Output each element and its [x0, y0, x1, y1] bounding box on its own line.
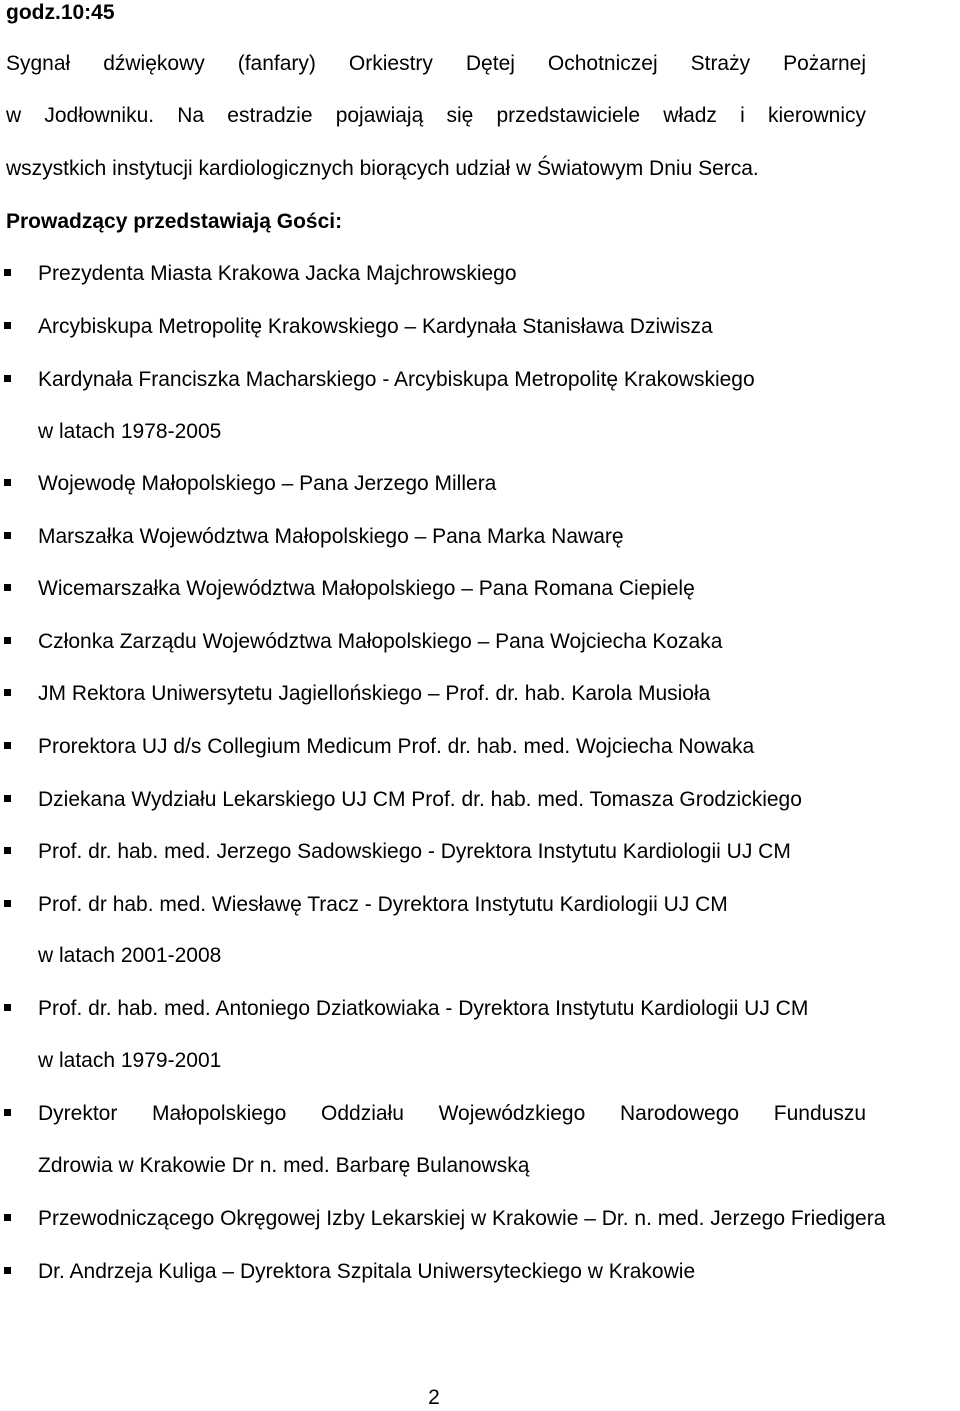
- bullet-icon: [4, 1267, 11, 1274]
- bullet-icon: [4, 322, 11, 329]
- bullet-icon: [4, 479, 11, 486]
- bullet-icon: [4, 637, 11, 644]
- bullet-icon: [4, 1004, 11, 1011]
- time-heading: godz.10:45: [6, 1, 115, 24]
- guest-item: Prof. dr. hab. med. Jerzego Sadowskiego - Dyrektora Instytutu Kardiologii UJ CM: [38, 840, 791, 863]
- guest-item: Marszałka Województwa Małopolskiego – Pana Marka Nawarę: [38, 525, 624, 548]
- bullet-icon: [4, 847, 11, 854]
- bullet-icon: [4, 532, 11, 539]
- bullet-icon: [4, 742, 11, 749]
- guest-item: Kardynała Franciszka Macharskiego - Arcybiskupa Metropolitę Krakowskiego: [38, 368, 755, 391]
- guest-item: JM Rektora Uniwersytetu Jagiellońskiego – Prof. dr. hab. Karola Musioła: [38, 682, 711, 705]
- guest-item-continuation: w latach 2001-2008: [38, 944, 222, 967]
- guest-item: Wicemarszałka Województwa Małopolskiego – Pana Romana Ciepielę: [38, 577, 695, 600]
- guest-item-continuation: Zdrowia w Krakowie Dr n. med. Barbarę Bulanowską: [38, 1154, 530, 1177]
- guest-item-continuation: w latach 1979-2001: [38, 1049, 222, 1072]
- bullet-icon: [4, 269, 11, 276]
- guest-item-continuation: w latach 1978-2005: [38, 420, 222, 443]
- guest-item: Członka Zarządu Województwa Małopolskiego – Pana Wojciecha Kozaka: [38, 630, 723, 653]
- guest-item: Prof. dr. hab. med. Antoniego Dziatkowiaka - Dyrektora Instytutu Kardiologii UJ CM: [38, 997, 809, 1020]
- guest-item: Wojewodę Małopolskiego – Pana Jerzego Millera: [38, 472, 497, 495]
- guest-item: Arcybiskupa Metropolitę Krakowskiego – Kardynała Stanisława Dziwisza: [38, 315, 713, 338]
- guest-item: Przewodniczącego Okręgowej Izby Lekarskiej w Krakowie – Dr. n. med. Jerzego Friedigera: [38, 1207, 886, 1230]
- bullet-icon: [4, 1214, 11, 1221]
- intro-line-1: Sygnał dźwiękowy (fanfary) Orkiestry Dętej Ochotniczej Straży Pożarnej: [6, 52, 866, 75]
- bullet-icon: [4, 584, 11, 591]
- bullet-icon: [4, 689, 11, 696]
- guest-item: Dziekana Wydziału Lekarskiego UJ CM Prof. dr. hab. med. Tomasza Grodzickiego: [38, 788, 802, 811]
- intro-line-2: w Jodłowniku. Na estradzie pojawiają się przedstawiciele władz i kierownicy: [6, 104, 866, 127]
- guest-item: Dyrektor Małopolskiego Oddziału Wojewódzkiego Narodowego Funduszu: [38, 1102, 866, 1125]
- bullet-icon: [4, 375, 11, 382]
- bullet-icon: [4, 795, 11, 802]
- bullet-icon: [4, 900, 11, 907]
- guest-item: Prezydenta Miasta Krakowa Jacka Majchrowskiego: [38, 262, 517, 285]
- guests-title: Prowadzący przedstawiają Gości:: [6, 210, 343, 233]
- guest-item: Prof. dr hab. med. Wiesławę Tracz - Dyrektora Instytutu Kardiologii UJ CM: [38, 893, 728, 916]
- guest-item: Dr. Andrzeja Kuliga – Dyrektora Szpitala Uniwersyteckiego w Krakowie: [38, 1260, 696, 1283]
- bullet-icon: [4, 1109, 11, 1116]
- intro-line-3: wszystkich instytucji kardiologicznych biorących udział w Światowym Dniu Serca.: [6, 157, 759, 180]
- guest-item: Prorektora UJ d/s Collegium Medicum Prof. dr. hab. med. Wojciecha Nowaka: [38, 735, 755, 758]
- page-number: 2: [428, 1386, 440, 1409]
